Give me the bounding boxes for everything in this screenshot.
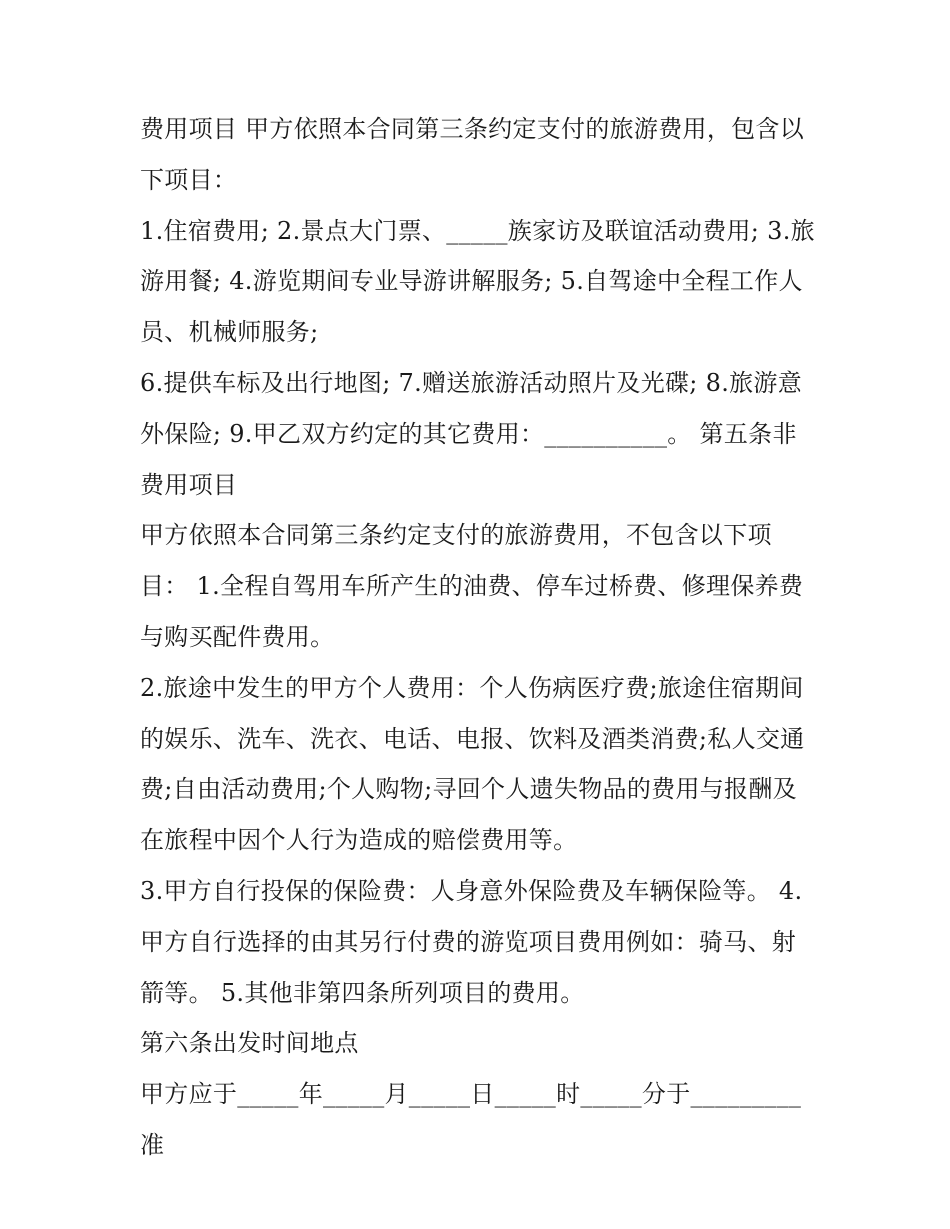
- paragraph-fee-items: 费用项目 甲方依照本合同第三条约定支付的旅游费用，包含以下项目：: [140, 115, 805, 194]
- paragraph-insurance-and-others: 3.甲方自行投保的保险费：人身意外保险费及车辆保险等。 4.甲方自行选择的由其另行付费的游览项目费用例如：骑马、射箭等。 5.其他非第四条所列项目的费用。: [140, 876, 803, 1007]
- paragraph-personal-expenses: 2.旅途中发生的甲方个人费用：个人伤病医疗费;旅途住宿期间的娱乐、洗车、洗衣、电话、电报、饮料及酒类消费;私人交通费;自由活动费用;个人购物;寻回个人遗失物品的费用与报酬及在旅程中因个人行为造成的赔偿费用等。: [140, 673, 805, 855]
- section-heading-departure: 第六条出发时间地点: [140, 1029, 359, 1058]
- paragraph-fee-list-2: 6.提供车标及出行地图; 7.赠送旅游活动照片及光碟; 8.旅游意外保险; 9.甲乙双方约定的其它费用：__________。 第五条非费用项目: [140, 368, 803, 499]
- paragraph-non-fee-intro: 甲方依照本合同第三条约定支付的旅游费用，不包含以下项目： 1.全程自驾用车所产生的油费、停车过桥费、修理保养费与购买配件费用。: [140, 521, 804, 651]
- document-body: [140, 104, 820, 1171]
- paragraph-fee-list-1: 1.住宿费用; 2.景点大门票、_____族家访及联谊活动费用; 3.旅游用餐; 4.游览期间专业导游讲解服务; 5.自驾途中全程工作人员、机械师服务;: [140, 216, 815, 347]
- paragraph-departure-time: 甲方应于_____年_____月_____日_____时_____分于_________准: [140, 1080, 802, 1159]
